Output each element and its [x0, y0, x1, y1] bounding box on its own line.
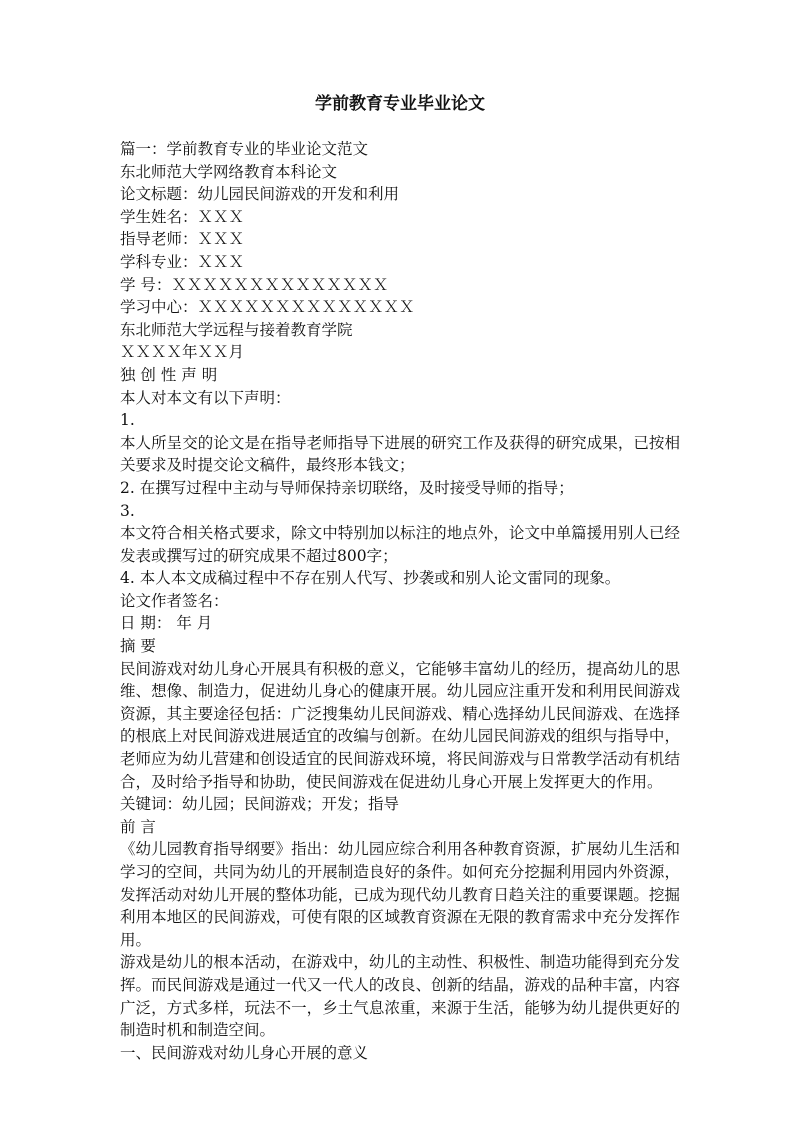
abstract-heading: 摘 要 [120, 637, 156, 656]
author-signature-line: 论文作者签名： [120, 591, 229, 610]
originality-heading: 独 创 性 声 明 [120, 365, 218, 384]
major-line: 学科专业：ＸＸＸ [120, 252, 245, 271]
preface-paragraph-1: 《幼儿园教育指导纲要》指出：幼儿园应综合利用各种教育资源，扩展幼儿生活和学习的空间，共同为幼儿的开展制造良好的条件。如何充分挖掘利用园内外资源，发挥活动对幼儿开展的整体功能，已成为现代幼儿教育日趋关注的重要课题。挖掘利用本地区的民间游戏，可使有限的区域教育资源在无限的教育需求中充分发挥作用。 [120, 840, 680, 949]
declaration-item-1-number: 1. [120, 411, 135, 430]
declaration-item-2: 2. 在撰写过程中主动与导师保持亲切联络，及时接受导师的指导； [120, 478, 574, 497]
signature-date-line: 日 期： 年 月 [120, 614, 213, 633]
date-line: ＸＸＸＸ年ＸＸ月 [120, 343, 245, 362]
declaration-item-1-text: 本人所呈交的论文是在指导老师指导下进展的研究工作及获得的研究成果，已按相关要求及时提交论文稿件，最终形本钱文； [120, 433, 680, 475]
declaration-item-4: 4. 本人本文成稿过程中不存在别人代写、抄袭或和别人论文雷同的现象。 [120, 569, 621, 588]
student-name-line: 学生姓名：ＸＸＸ [120, 207, 245, 226]
chapter-heading: 一、民间游戏对幼儿身心开展的意义 [120, 1043, 369, 1062]
thesis-title-line: 论文标题：幼儿园民间游戏的开发和利用 [120, 185, 400, 204]
preface-heading: 前 言 [120, 817, 156, 836]
student-id-line: 学 号：ＸＸＸＸＸＸＸＸＸＸＸＸＸＸ [120, 275, 389, 294]
university-line: 东北师范大学网络教育本科论文 [120, 162, 338, 181]
section-heading: 篇一：学前教育专业的毕业论文范文 [120, 140, 369, 158]
document-title: 学前教育专业毕业论文 [315, 94, 485, 114]
abstract-paragraph: 民间游戏对幼儿身心开展具有积极的意义，它能够丰富幼儿的经历，提高幼儿的思维、想像、制造力，促进幼儿身心的健康开展。幼儿园应注重开发和利用民间游戏资源，其主要途径包括：广泛搜集幼儿民间游戏、精心选择幼儿民间游戏、在选择的根底上对民间游戏进展适宜的改编与创新。在幼儿园民间游戏的组织与指导中，老师应为幼儿营建和创设适宜的民间游戏环境，将民间游戏与日常教学活动有机结合，及时给予指导和协助，使民间游戏在促进幼儿身心开展上发挥更大的作用。 [120, 659, 680, 791]
study-center-line: 学习中心：ＸＸＸＸＸＸＸＸＸＸＸＸＸＸ [120, 298, 415, 317]
advisor-line: 指导老师：ＸＸＸ [120, 230, 245, 249]
college-line: 东北师范大学远程与接着教育学院 [120, 320, 353, 339]
keywords-line: 关键词：幼儿园；民间游戏；开发；指导 [120, 795, 400, 814]
declaration-item-3-text: 本文符合相关格式要求，除文中特别加以标注的地点外，论文中单篇援用别人已经发表或撰写过的研究成果不超过800字； [120, 524, 680, 565]
declaration-item-3-number: 3. [120, 501, 135, 520]
preface-paragraph-2: 游戏是幼儿的根本活动，在游戏中，幼儿的主动性、积极性、制造功能得到充分发挥。而民间游戏是通过一代又一代人的改良、创新的结晶，游戏的品种丰富，内容广泛，方式多样，玩法不一，乡土气息浓重，来源于生活，能够为幼儿提供更好的制造时机和制造空间。 [120, 953, 680, 1040]
declaration-intro: 本人对本文有以下声明： [120, 388, 291, 407]
